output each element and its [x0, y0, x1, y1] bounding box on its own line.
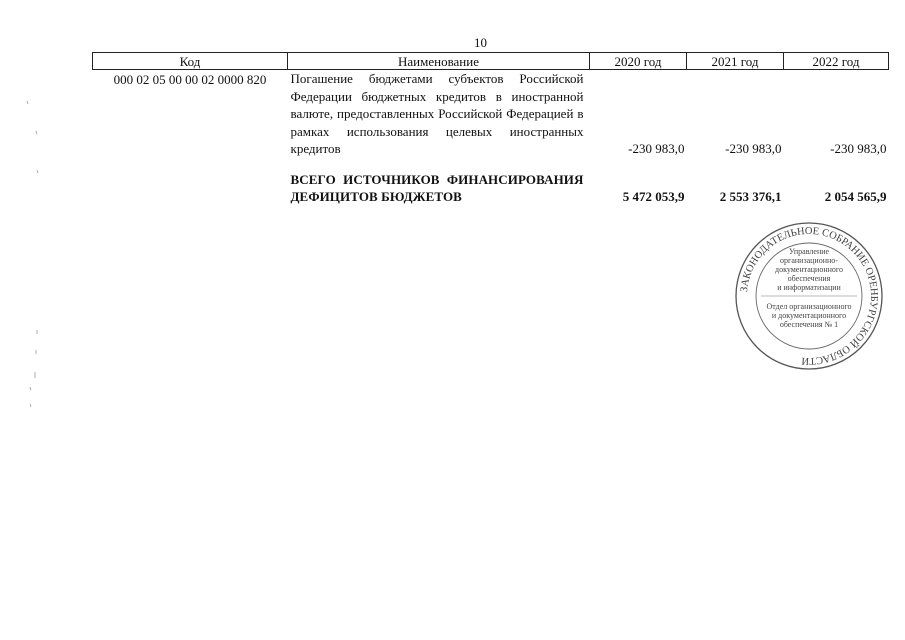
row-value-2021: -230 983,0 — [725, 141, 782, 156]
seal-line: и документационного — [771, 311, 847, 320]
total-value-2021: 2 553 376,1 — [719, 189, 782, 204]
seal-lower-text — [766, 302, 851, 329]
table-row — [93, 70, 889, 158]
page-number: 10 — [474, 35, 487, 50]
header-year-2022: 2022 год — [784, 53, 889, 70]
table-header-row — [93, 53, 889, 70]
seal-line: документационного — [775, 265, 843, 274]
header-code: Код — [93, 53, 288, 70]
header-name: Наименование — [288, 53, 590, 70]
official-seal-stamp — [733, 220, 885, 372]
spacer-row — [93, 158, 889, 171]
seal-line: обеспечения — [787, 274, 831, 283]
seal-line: организационно- — [780, 256, 838, 265]
budget-sources-table — [92, 52, 889, 206]
row-value-2022: -230 983,0 — [830, 141, 887, 156]
total-label: ВСЕГО ИСТОЧНИКОВ ФИНАНСИРОВАНИЯ ДЕФИЦИТОВ БЮДЖЕТОВ — [290, 171, 584, 204]
seal-upper-text — [775, 247, 843, 292]
total-row — [93, 171, 889, 206]
seal-line: Управление — [788, 247, 830, 256]
total-value-2020: 5 472 053,9 — [622, 189, 685, 204]
header-year-2021: 2021 год — [687, 53, 784, 70]
seal-line: и информатизации — [777, 283, 841, 292]
row-name: Погашение бюджетами субъектов Российской Федерации бюджетных кредитов в иностранной валюте, предоставленных Российской Федерацией в рамках использования целевых иностранных кредитов — [290, 71, 584, 156]
seal-line: обеспечения № 1 — [779, 320, 839, 329]
total-value-2022: 2 054 565,9 — [824, 189, 887, 204]
seal-ring-text: ЗАКОНОДАТЕЛЬНОЕ СОБРАНИЕ ОРЕНБУРГСКОЙ ОБЛАСТИ — [739, 225, 880, 367]
scan-margin-marks — [0, 0, 60, 640]
row-code: 000 02 05 00 00 02 0000 820 — [113, 72, 267, 87]
row-value-2020: -230 983,0 — [628, 141, 685, 156]
seal-line: Отдел организационного — [766, 302, 852, 311]
total-code — [93, 171, 288, 206]
header-year-2020: 2020 год — [590, 53, 687, 70]
